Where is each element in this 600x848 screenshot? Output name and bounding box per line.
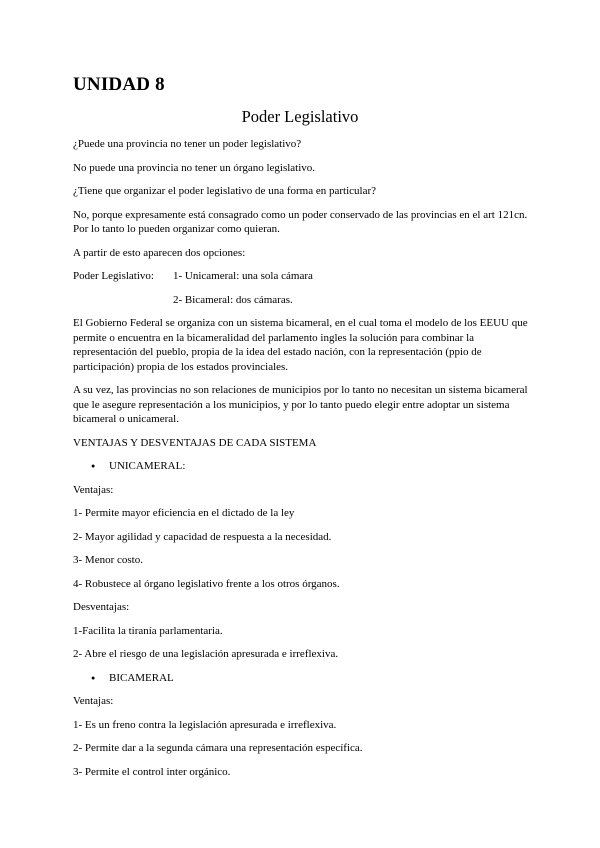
bicameral-heading: BICAMERAL — [109, 671, 174, 684]
section-heading: VENTAJAS Y DESVENTAJAS DE CADA SISTEMA — [73, 436, 317, 449]
list-item: 2- Mayor agilidad y capacidad de respuesta a la necesidad. — [73, 530, 332, 543]
unicameral-desventajas-label: Desventajas: — [73, 601, 130, 613]
list-item: 4- Robustece al órgano legislativo frente a los otros órganos. — [73, 577, 340, 590]
list-item: 3- Menor costo. — [73, 554, 143, 566]
unicameral-heading: UNICAMERAL: — [109, 460, 186, 472]
question-2: ¿Tiene que organizar el poder legislativo de una forma en particular? — [73, 185, 376, 197]
bullet-bicameral — [73, 671, 528, 686]
list-item: 2- Permite dar a la segunda cámara una representación específica. — [73, 742, 363, 754]
list-item: 2- Abre el riesgo de una legislación apresurada e irreflexiva. — [73, 648, 339, 660]
list-item: 1- Es un freno contra la legislación apresurada e irreflexiva. — [73, 718, 337, 731]
list-item: 1- Permite mayor eficiencia en el dictado de la ley — [73, 507, 295, 519]
paragraph-federal: El Gobierno Federal se organiza con un sistema bicameral, en el cual toma el modelo de los EEUU que permite o encuentra en la bicameralidad del parlamento ingles la solución para combinar la representación del pueblo, propia de la idea del estado nación, con la representación (ppio de participación) propia de los estados provinciales. — [73, 317, 528, 373]
options-list — [73, 269, 528, 307]
paragraph-provinces: A su vez, las provincias no son relaciones de municipios por lo tanto no necesitan un sistema bicameral que le asegure representación a los municipios, y por lo tanto puedo elegir entre adoptar un sistema bicameral o unicameral. — [73, 384, 528, 425]
bicameral-ventajas-label: Ventajas: — [73, 695, 114, 707]
answer-1: No puede una provincia no tener un órgano legislativo. — [73, 161, 316, 174]
document-body — [73, 137, 528, 788]
options-label: Poder Legislativo: — [73, 270, 154, 282]
option-bicameral: 2- Bicameral: dos cámaras. — [173, 293, 293, 306]
bullet-unicameral — [73, 459, 528, 474]
document-title: Poder Legislativo — [241, 107, 359, 126]
answer-2: No, porque expresamente está consagrado como un poder conservado de las provincias en el art 121cn. Por lo tanto lo pueden organizar como quieran. — [73, 208, 528, 235]
options-intro: A partir de esto aparecen dos opciones: — [73, 246, 246, 259]
question-1: ¿Puede una provincia no tener un poder legislativo? — [73, 138, 302, 150]
unit-title: UNIDAD 8 — [73, 74, 165, 95]
list-item: 1-Facilita la tiranía parlamentaria. — [73, 624, 223, 637]
list-item: 3- Permite el control inter orgánico. — [73, 765, 231, 778]
unicameral-ventajas-label: Ventajas: — [73, 483, 114, 496]
option-unicameral: 1- Unicameral: una sola cámara — [173, 270, 313, 282]
